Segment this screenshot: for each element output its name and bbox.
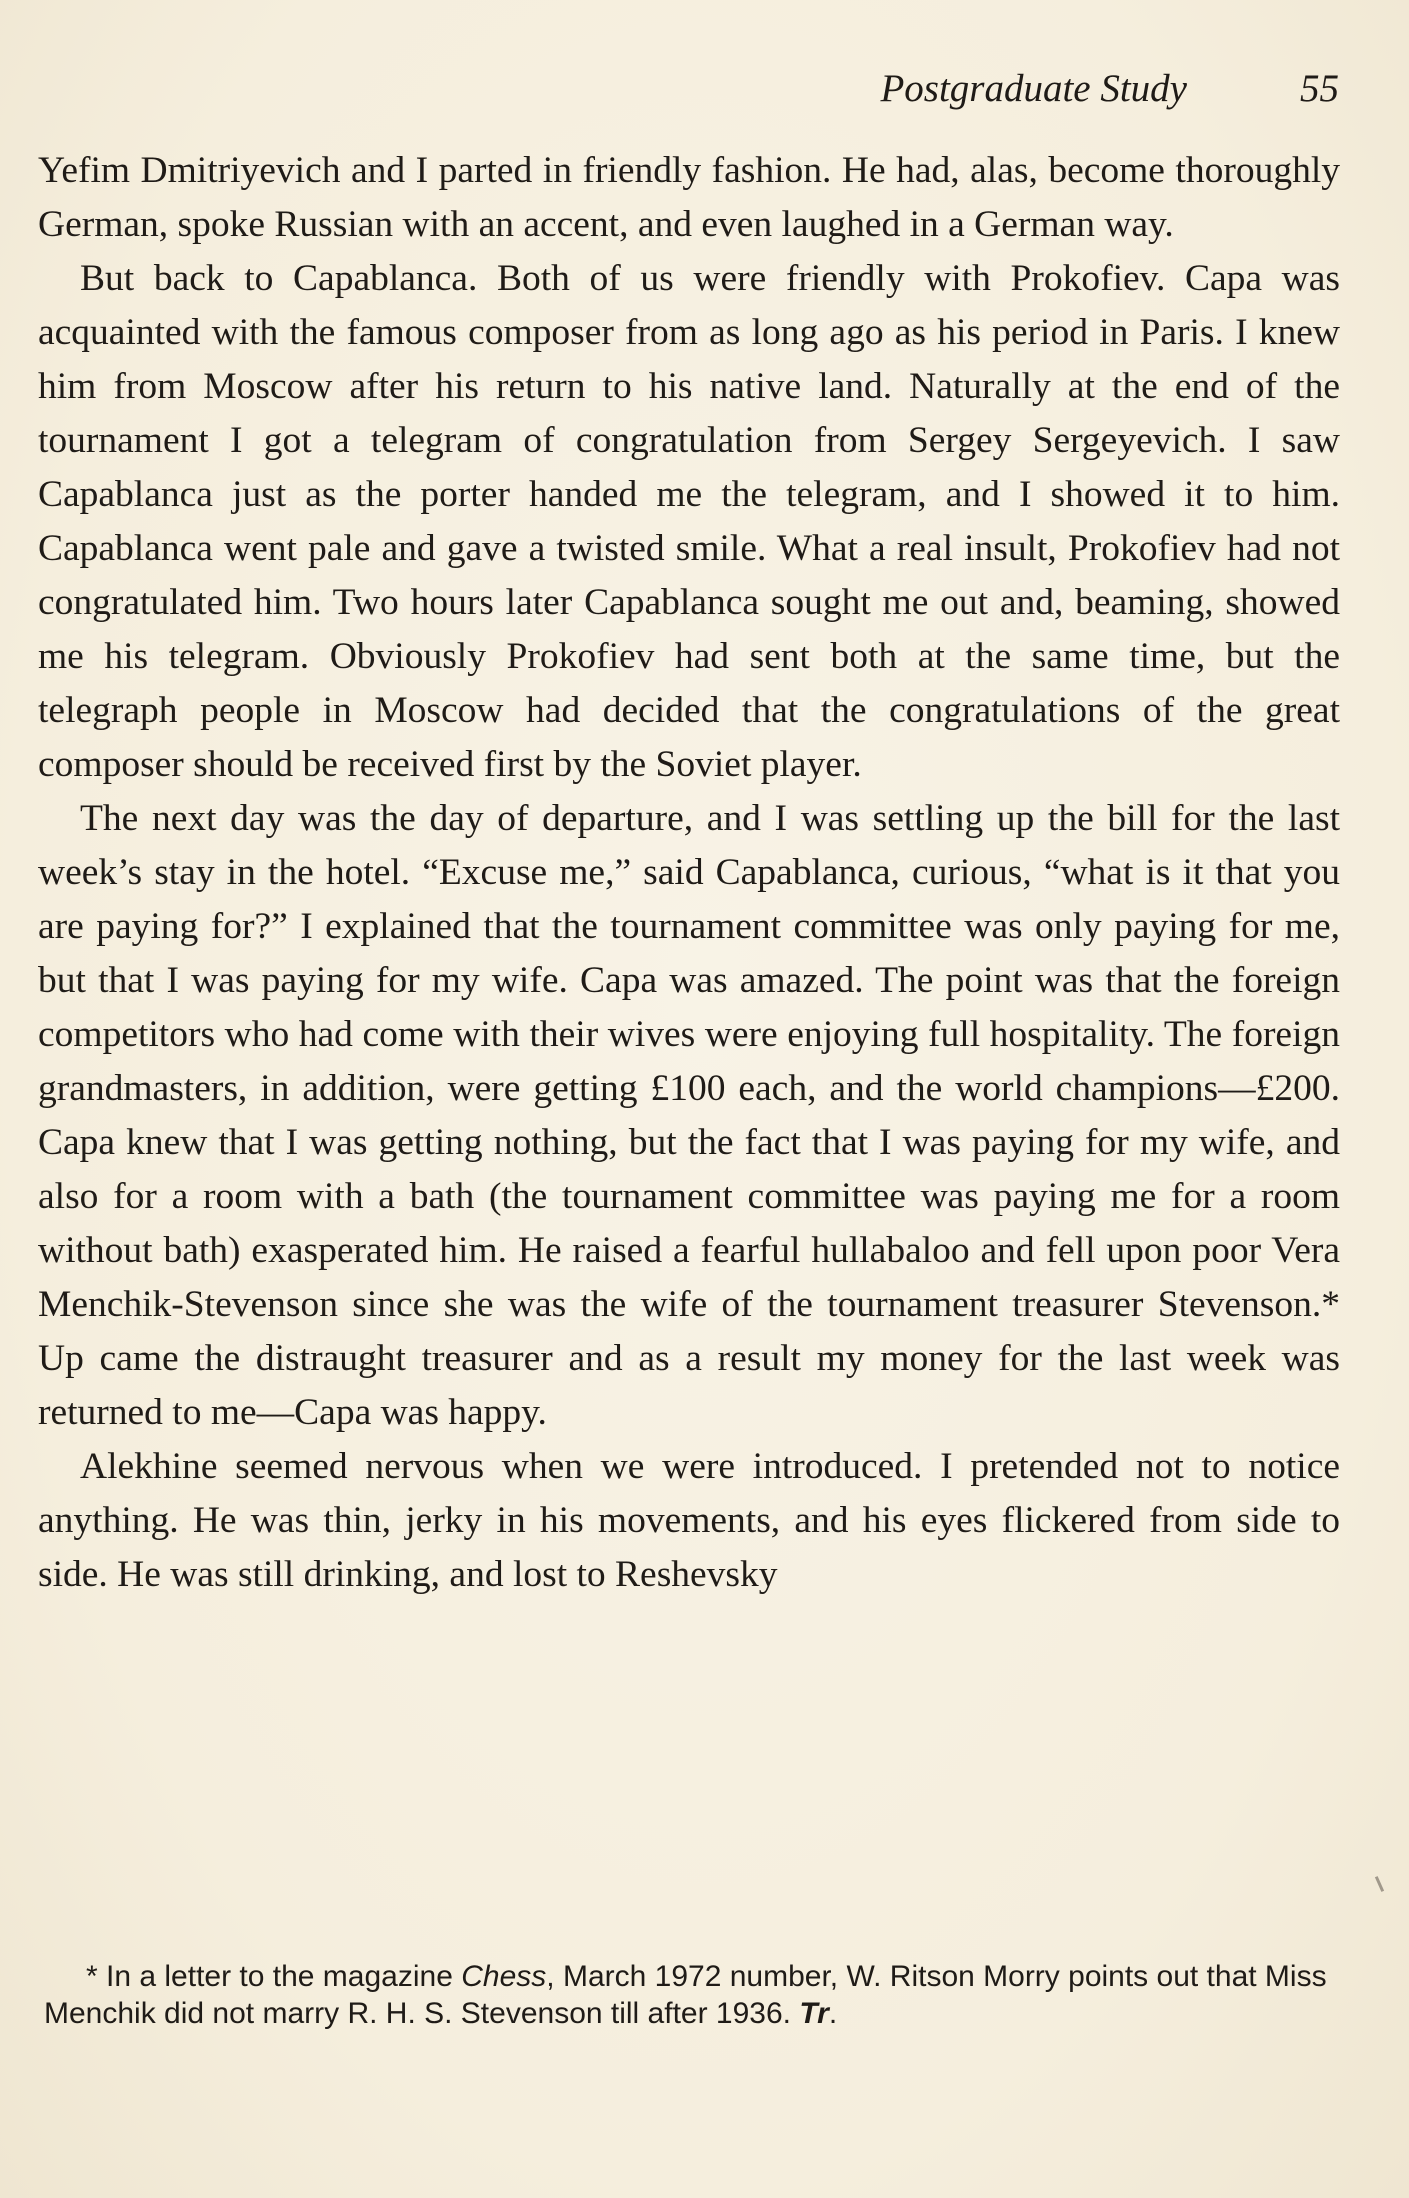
footnote [44, 1958, 1340, 2032]
running-title: Postgraduate Study [880, 67, 1187, 110]
footnote-text [44, 1958, 1340, 2032]
stray-mark [1375, 1876, 1384, 1892]
body-text [38, 144, 1340, 1602]
paragraph-3: The next day was the day of departure, and I was settling up the bill for the last week’s stay in the hotel. “Excuse me,” said Capablanca, curious, “what is it that you are paying for?” I explained that the tournament committee was only paying for me, but that I was paying for my wife. Capa was amazed. The point was that the foreign competitors who had come with their wives were enjoying full hospitality. The foreign grandmasters, in addition, were getting £100 each, and the world champions—£200. Capa knew that I was getting nothing, but the fact that I was paying for my wife, and also for a room with a bath (the tournament committee was paying me for a room without bath) exasperated him. He raised a fearful hullabaloo and fell upon poor Vera Menchik-Stevenson since she was the wife of the tournament treasurer Stevenson.* Up came the distraught treasurer and as a result my money for the last week was returned to me—Capa was happy. [38, 798, 1340, 1433]
footnote-middle: , March 1972 number, W. Ritson Morry points out that Miss Menchik did not marry R. H. S. Stevenson till after 1936. [44, 1960, 1327, 2030]
footnote-prefix: * In a letter to the magazine [86, 1960, 462, 1993]
paragraph-1: Yefim Dmitriyevich and I parted in friendly fashion. He had, alas, become thoroughly German, spoke Russian with an accent, and even laughed in a German way. [38, 150, 1340, 245]
page-number: 55 [1300, 67, 1339, 110]
running-head [0, 66, 1339, 116]
footnote-translator-mark: Tr [799, 1997, 829, 2030]
paragraph-4: Alekhine seemed nervous when we were introduced. I pretended not to notice anything. He was thin, jerky in his movements, and his eyes flickered from side to side. He was still drinking, and lost to Reshevsky [38, 1446, 1340, 1595]
footnote-magazine: Chess [461, 1960, 547, 1993]
footnote-end: . [828, 1997, 838, 2030]
paragraph-2: But back to Capablanca. Both of us were friendly with Prokofiev. Capa was acquainted with the famous composer from as long ago as his period in Paris. I knew him from Moscow after his return to his native land. Naturally at the end of the tournament I got a telegram of congratulation from Sergey Sergeyevich. I saw Capablanca just as the porter handed me the telegram, and I showed it to him. Capablanca went pale and gave a twisted smile. What a real insult, Prokofiev had not congratulated him. Two hours later Capablanca sought me out and, beaming, showed me his telegram. Obviously Prokofiev had sent both at the same time, but the telegraph people in Moscow had decided that the congratulations of the great composer should be received first by the Soviet player. [38, 258, 1340, 785]
